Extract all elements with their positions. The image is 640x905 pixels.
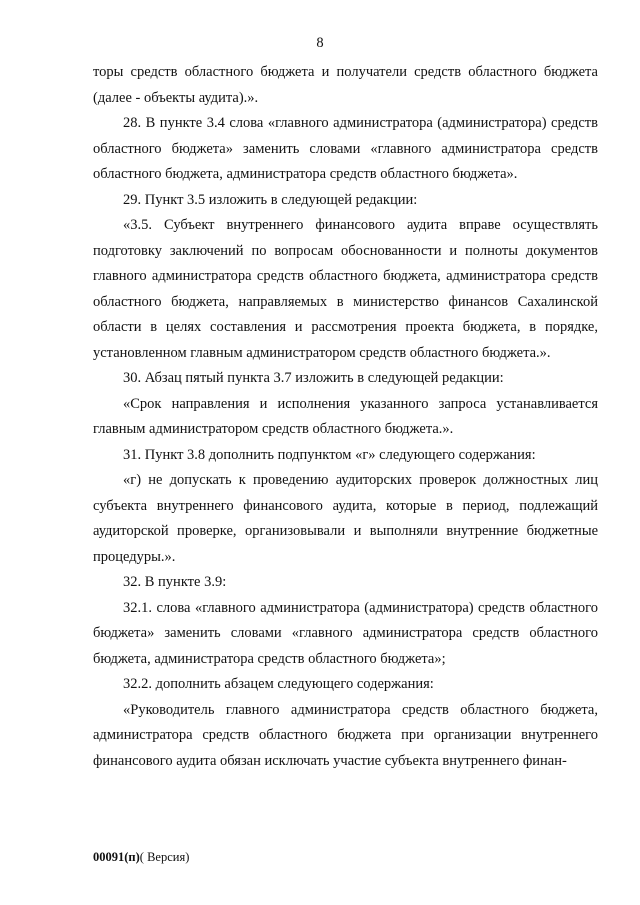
paragraph-quote-deadline: «Срок направления и исполнения указанного запроса устанавливается главным администратором средств областного бюджета.». (93, 395, 598, 437)
document-body (93, 60, 598, 774)
footer (93, 850, 189, 865)
paragraph-continuation: торы средств областного бюджета и получатели средств областного бюджета (далее - объекты аудита).». (93, 64, 598, 106)
paragraph-item-32-1: 32.1. слова «главного администратора (администратора) средств областного бюджета» заменить словами «главного администратора средств областного бюджета, администратора средств областного бюджета»; (93, 599, 598, 667)
page-number: 8 (316, 35, 324, 51)
paragraph-item-29: 29. Пункт 3.5 изложить в следующей редакции: (123, 191, 418, 208)
document-version: ( Версия) (139, 850, 190, 864)
paragraph-item-31: 31. Пункт 3.8 дополнить подпунктом «г» следующего содержания: (123, 446, 536, 463)
paragraph-quote-3-5: «3.5. Субъект внутреннего финансового аудита вправе осуществлять подготовку заключений по вопросам обоснованности и полноты документов главного администратора средств областного бюджета, администратора средств областного бюджета, направляемых в министерство финансов Сахалинской области в целях составления и рассмотрения проекта бюджета, в порядке, установленном главным администратором средств областного бюджета.». (93, 217, 598, 361)
paragraph-item-32-2: 32.2. дополнить абзацем следующего содержания: (123, 676, 434, 692)
paragraph-item-30: 30. Абзац пятый пункта 3.7 изложить в следующей редакции: (123, 370, 504, 386)
paragraph-item-28: 28. В пункте 3.4 слова «главного администратора (администратора) средств областного бюджета» заменить словами «главного администратора средств областного бюджета, администратора средств областного бюджета». (93, 115, 598, 182)
paragraph-quote-head: «Руководитель главного администратора средств областного бюджета, администратора средств областного бюджета при организации внутреннего финансового аудита обязан исключать участие субъекта внутреннего финан- (93, 701, 598, 769)
paragraph-item-32: 32. В пункте 3.9: (123, 574, 227, 590)
document-code: 00091(п) (93, 850, 140, 864)
paragraph-quote-subitem-g: «г) не допускать к проведению аудиторских проверок должностных лиц субъекта внутреннего финансового аудита, которые в период, подлежащий аудиторской проверке, организовывали и выполняли внутренние бюджетные процедуры.». (93, 472, 598, 565)
